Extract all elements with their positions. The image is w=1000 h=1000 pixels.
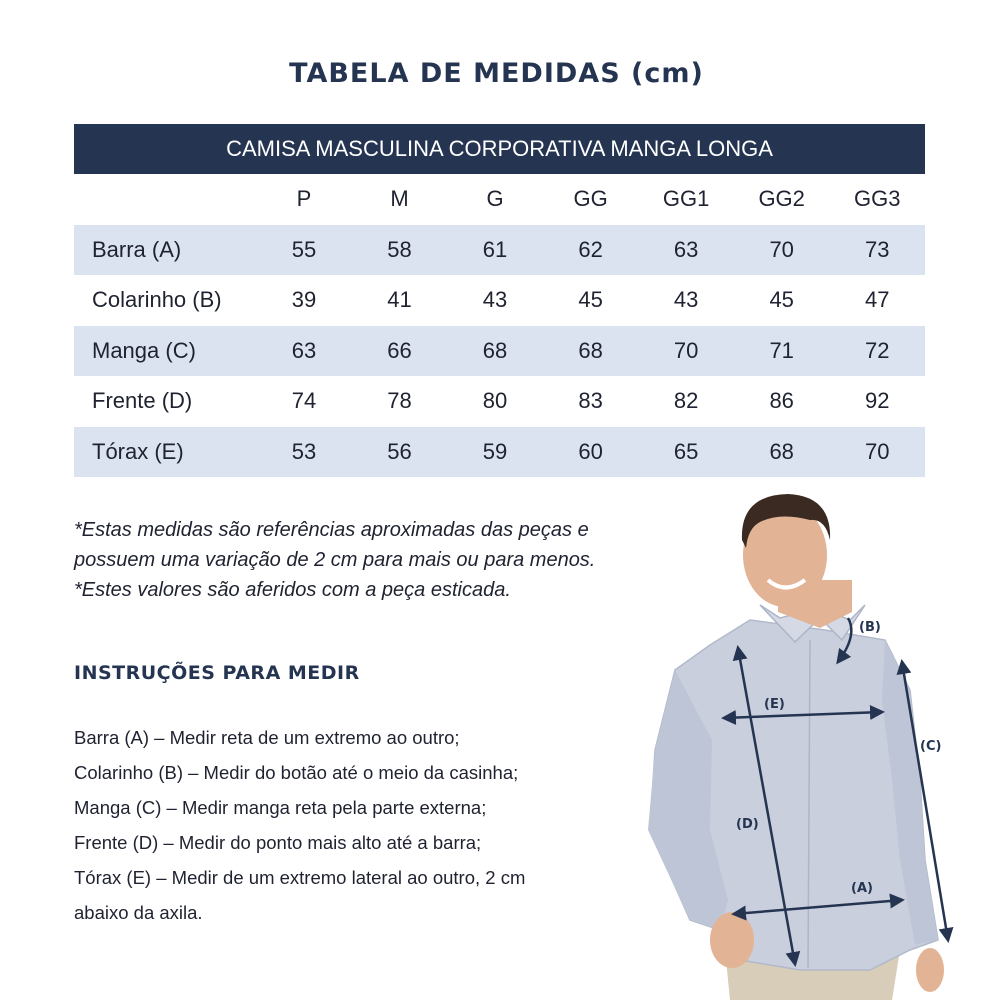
table-cell: 74 xyxy=(291,388,317,414)
table-row xyxy=(74,427,925,478)
size-col-header: P xyxy=(296,186,312,212)
row-label: Tórax (E) xyxy=(92,438,184,464)
table-cell: 60 xyxy=(578,438,603,464)
size-col-header: GG3 xyxy=(853,186,901,212)
table-cell: 70 xyxy=(864,438,890,464)
label-b: (B) xyxy=(859,620,881,635)
instruction-line: Manga (C) – Medir manga reta pela parte externa; xyxy=(74,797,487,818)
size-col-header: GG xyxy=(573,186,608,212)
label-d: (D) xyxy=(736,817,759,832)
table-cell: 47 xyxy=(864,287,890,313)
table-row xyxy=(74,326,925,377)
instruction-line: Tórax (E) – Medir de um extremo lateral ao outro, 2 cm xyxy=(74,867,526,888)
table-cell: 72 xyxy=(864,337,890,363)
row-label: Colarinho (B) xyxy=(92,287,222,313)
table-cell: 70 xyxy=(769,236,794,262)
table-cell: 45 xyxy=(578,287,603,313)
table-cell: 63 xyxy=(291,337,317,363)
shirt-measurement-diagram xyxy=(620,480,1000,1000)
instructions-list xyxy=(74,720,614,930)
table-cell: 70 xyxy=(673,337,699,363)
size-table xyxy=(74,124,925,477)
size-header-row xyxy=(74,174,925,225)
table-cell: 65 xyxy=(673,438,699,464)
table-cell: 43 xyxy=(673,287,699,313)
notes xyxy=(74,515,674,605)
size-col-header: GG2 xyxy=(758,186,805,212)
table-cell: 39 xyxy=(291,287,317,313)
table-cell: 86 xyxy=(769,388,794,414)
size-col-header: GG1 xyxy=(662,186,710,212)
instruction-line: Barra (A) – Medir reta de um extremo ao outro; xyxy=(74,727,460,748)
table-cell: 59 xyxy=(482,438,508,464)
note-line: *Estas medidas são referências aproximadas das peças e xyxy=(74,519,589,541)
instruction-line: Frente (D) – Medir do ponto mais alto até a barra; xyxy=(74,832,482,853)
table-row xyxy=(74,275,925,326)
hand-shape xyxy=(710,912,754,968)
row-label: Manga (C) xyxy=(92,337,196,363)
table-cell: 58 xyxy=(387,236,412,262)
table-row xyxy=(74,376,925,427)
note-line: possuem uma variação de 2 cm para mais ou para menos. xyxy=(74,549,596,571)
table-cell: 55 xyxy=(291,236,317,262)
page-title: TABELA DE MEDIDAS (cm) xyxy=(289,58,704,89)
table-cell: 68 xyxy=(578,337,603,363)
label-e: (E) xyxy=(764,697,785,712)
table-cell: 53 xyxy=(291,438,317,464)
table-cell: 82 xyxy=(673,388,699,414)
table-cell: 68 xyxy=(482,337,508,363)
instruction-line: Colarinho (B) – Medir do botão até o meio da casinha; xyxy=(74,762,519,783)
table-cell: 63 xyxy=(673,236,699,262)
label-a: (A) xyxy=(851,881,873,896)
label-c: (C) xyxy=(920,739,942,754)
table-cell: 92 xyxy=(864,388,890,414)
table-cell: 68 xyxy=(769,438,794,464)
table-cell: 83 xyxy=(578,388,603,414)
table-header: CAMISA MASCULINA CORPORATIVA MANGA LONGA xyxy=(74,124,925,174)
table-cell: 78 xyxy=(387,388,412,414)
size-col-header: G xyxy=(486,186,504,212)
table-cell: 66 xyxy=(387,337,412,363)
model-figure xyxy=(620,480,1000,1000)
size-col-header: M xyxy=(390,186,409,212)
table-cell: 62 xyxy=(578,236,603,262)
hand-shape xyxy=(916,948,944,992)
table-cell: 43 xyxy=(482,287,508,313)
instructions-title: INSTRUÇÕES PARA MEDIR xyxy=(74,662,360,684)
row-label: Barra (A) xyxy=(92,236,182,262)
instruction-line: abaixo da axila. xyxy=(74,902,203,923)
table-cell: 71 xyxy=(769,337,794,363)
note-line: *Estes valores são aferidos com a peça esticada. xyxy=(74,579,511,601)
table-cell: 45 xyxy=(769,287,794,313)
table-row xyxy=(74,225,925,276)
row-label: Frente (D) xyxy=(92,388,193,414)
table-cell: 61 xyxy=(482,236,508,262)
table-cell: 73 xyxy=(864,236,890,262)
table-cell: 56 xyxy=(387,438,412,464)
table-cell: 80 xyxy=(482,388,508,414)
table-cell: 41 xyxy=(387,287,412,313)
